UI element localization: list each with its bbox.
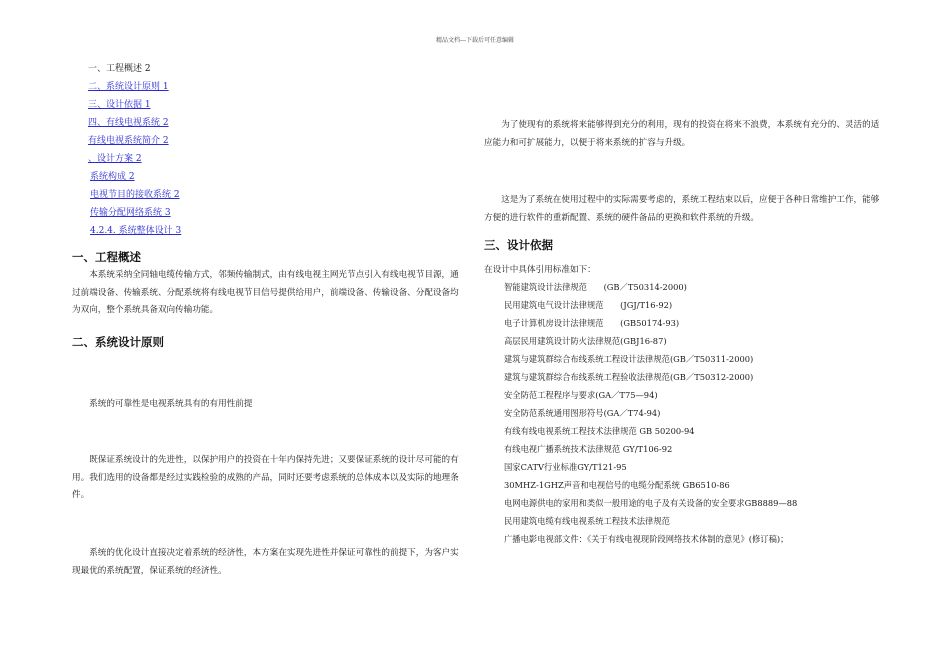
standard-item: 建筑与建筑群综合布线系统工程验收法律规范(GB／T50312-2000) <box>504 372 754 382</box>
section-heading-design-basis: 三、设计依据 <box>484 238 553 252</box>
paragraph-overview: 本系统采纳全同轴电缆传输方式，邻频传输制式，由有线电视主网光节点引入有线电视节目源，通过前端设备、传输系统、分配系统将有线电视节目信号提供给用户，前端设备、传输设备、分配设备均为双向，整个系统具备双向传输功能。 <box>72 270 459 315</box>
standard-item: 民用建筑电缆有线电视系统工程技术法律规范 <box>504 516 670 526</box>
standard-item: 电子计算机房设计法律规范 (GB50174-93) <box>504 318 680 328</box>
standard-item: 安全防范系统通用图形符号(GA／T74-94) <box>504 408 661 418</box>
standard-item: 有线有线电视系统工程技术法律规范 GB 50200-94 <box>504 426 695 436</box>
toc-item-system-composition[interactable]: 系统构成 2 <box>90 172 135 182</box>
paragraph-advancement: 既保证系统设计的先进性，以保护用户的投资在十年内保持先进；又要保证系统的设计尽可能的有用。我们选用的设备都是经过实践检验的成熟的产品，同时还要考虑系统的总体成本以及实际的地理条件。 <box>72 455 459 500</box>
toc-item-design-principles[interactable]: 二、系统设计原则 1 <box>88 82 169 92</box>
standard-item: 智能建筑设计法律规范 (GB／T50314-2000) <box>504 282 687 292</box>
standard-item: 建筑与建筑群综合布线系统工程设计法律规范(GB／T50311-2000) <box>504 354 754 364</box>
toc-item-cable-tv-system[interactable]: 四、有线电视系统 2 <box>88 118 169 128</box>
paragraph-scalability: 为了使现有的系统将来能够得到充分的利用，现有的投资在将来不浪费，本系统有充分的、灵活的适应能力和可扩展能力，以便于将来系统的扩容与升级。 <box>484 120 880 148</box>
standard-item: 民用建筑电气设计法律规范 (JGJ/T16-92) <box>504 300 673 310</box>
page-header-note: 精品文档---下载后可任意编辑 <box>435 37 515 44</box>
section-heading-overview: 一、工程概述 <box>72 250 141 264</box>
standard-item: 电网电源供电的家用和类似一般用途的电子及有关设备的安全要求GB8889—88 <box>504 498 798 508</box>
toc-item-design-basis[interactable]: 三、设计依据 1 <box>88 100 151 110</box>
standard-item: 有线电视广播系统技术法律规范 GY/T106-92 <box>504 444 673 454</box>
toc-item-overview[interactable]: 一、工程概述 2 <box>88 64 151 74</box>
toc-item-system-intro[interactable]: 有线电视系统简介 2 <box>88 136 169 146</box>
paragraph-maintainability: 这是为了系统在使用过程中的实际需要考虑的，系统工程结束以后，应便于各种日常维护工作，能够方便的进行软件的重新配置、系统的硬件备品的更换和软件系统的升级。 <box>484 195 880 223</box>
standard-item: 广播电影电视部文件：《关于有线电视现阶段网络技术体制的意见》(修订稿)； <box>504 534 789 544</box>
standard-item: 30MHZ-1GHZ声音和电视信号的电缆分配系统 GB6510-86 <box>504 480 730 490</box>
toc-item-design-plan[interactable]: 、设计方案 2 <box>88 154 142 164</box>
paragraph-economy: 系统的优化设计直接决定着系统的经济性，本方案在实现先进性并保证可靠性的前提下，为客户实现最优的系统配置，保证系统的经济性。 <box>72 548 459 576</box>
toc-item-distribution-network[interactable]: 传输分配网络系统 3 <box>90 208 171 218</box>
standard-item: 国家CATV行业标准GY/T121-95 <box>504 462 627 472</box>
standard-item: 高层民用建筑设计防火法律规范(GBJ16-87) <box>504 336 667 346</box>
toc-item-overall-design[interactable]: 4.2.4. 系统整体设计 3 <box>90 226 182 236</box>
paragraph-reliability: 系统的可靠性是电视系统具有的有用性前提 <box>89 399 253 409</box>
standards-intro: 在设计中具体引用标准如下： <box>484 265 596 275</box>
section-heading-design-principles: 二、系统设计原则 <box>72 335 164 349</box>
toc-item-receiving-system[interactable]: 电视节目的接收系统 2 <box>90 190 180 200</box>
standard-item: 安全防范工程程序与要求(GA／T75—94) <box>504 390 658 400</box>
